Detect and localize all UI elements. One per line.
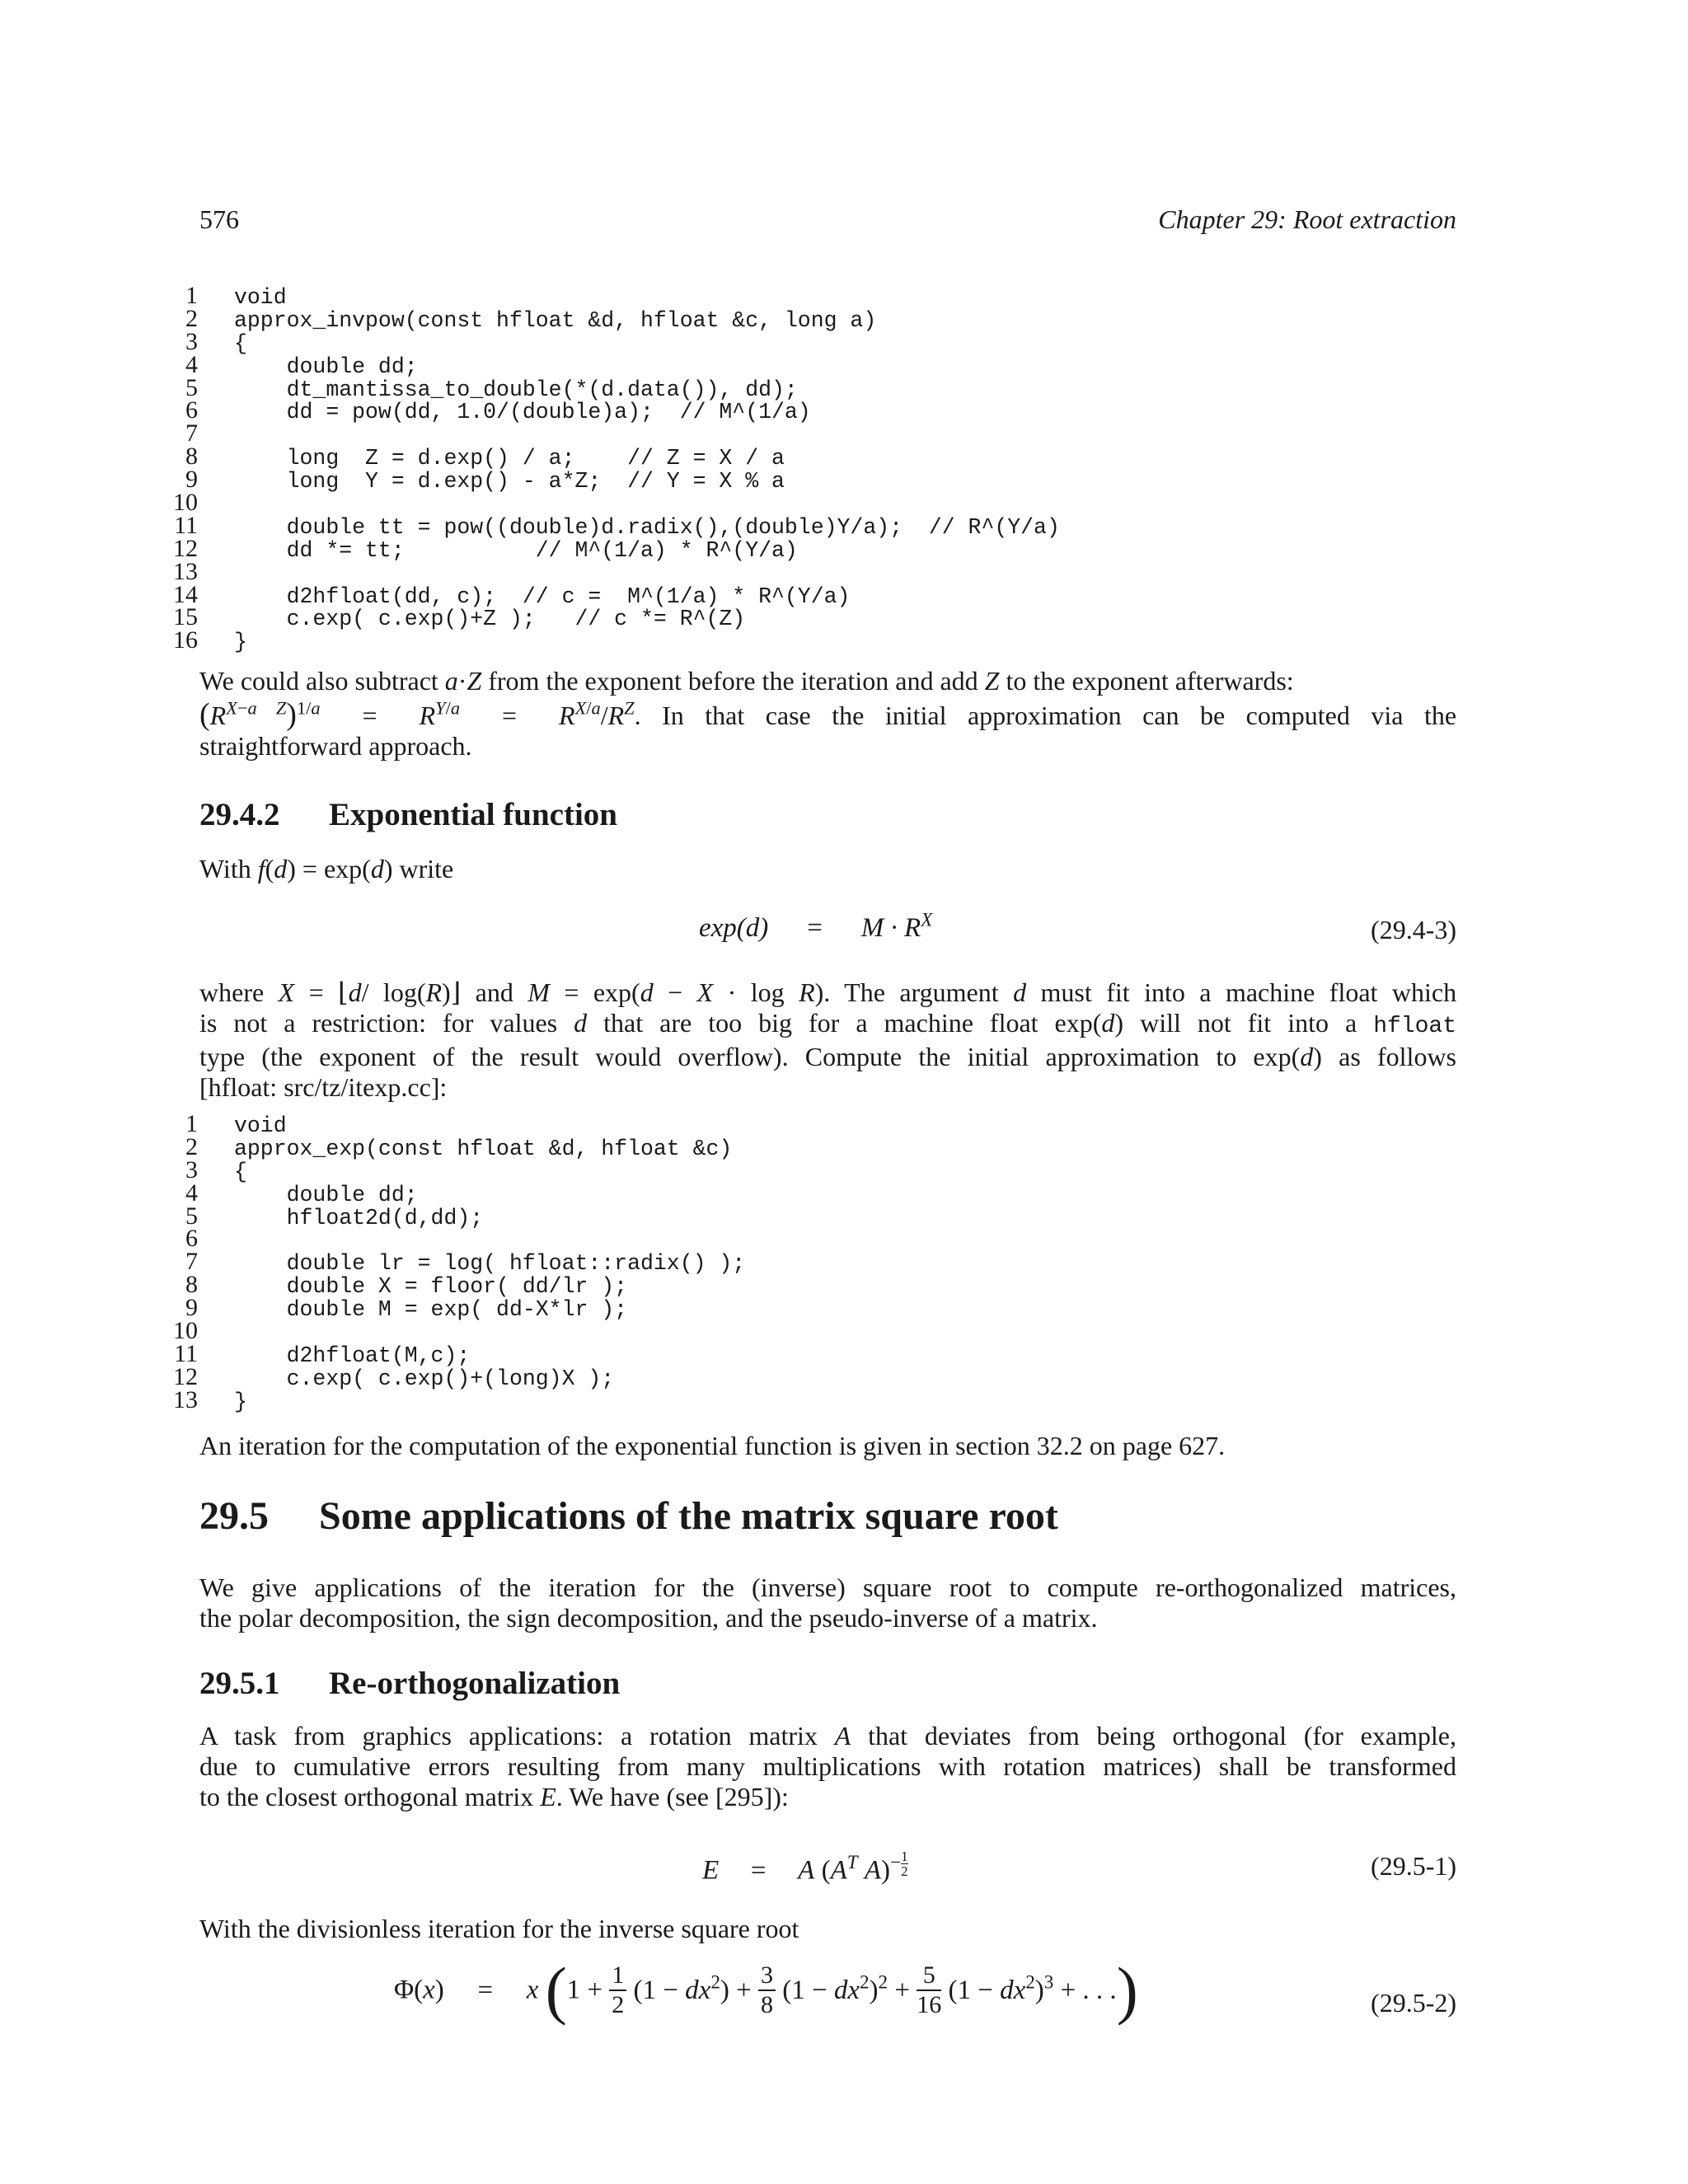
code-line — [163, 396, 1060, 425]
line-number: 4 — [185, 350, 198, 378]
code-text: double M = exp( dd-X*lr ); — [234, 1297, 628, 1323]
line-number: 5 — [185, 373, 198, 401]
code-text: double tt = pow((double)d.radix(),(double)Y/a); // R^(Y/a) — [234, 514, 1060, 540]
code-text: approx_exp(const hfloat &d, hfloat &c) — [234, 1136, 733, 1161]
line-number: 8 — [185, 443, 198, 471]
line-number: 1 — [185, 1110, 198, 1137]
code-line — [163, 1132, 745, 1161]
code-line — [163, 419, 1060, 448]
line-number: 10 — [173, 1317, 198, 1345]
code-line — [163, 1362, 745, 1391]
code-line — [163, 443, 1060, 471]
code-line — [163, 626, 1060, 655]
code-text: double lr = log( hfloat::radix() ); — [234, 1251, 746, 1277]
code-text: } — [234, 630, 247, 655]
equation-29-5-1: E = A ($A^T$ A)$^{- \frac{1}{2}}$ — [702, 1849, 908, 1886]
code-line — [163, 511, 1060, 540]
paragraph-with-f: With f(d) = exp(d) write — [199, 854, 454, 883]
code-line — [163, 1319, 745, 1343]
section-heading-29-5: 29.5 Some applications of the matrix square root — [199, 1494, 1058, 1538]
equation-number-29-5-2: (29.5-2) — [1371, 1988, 1456, 2018]
line-number: 13 — [173, 1385, 198, 1413]
code-text: long Z = d.exp() / a; // Z = X / a — [234, 446, 785, 471]
code-line — [163, 1385, 745, 1414]
code-text: d2hfloat(dd, c); // c = M^(1/a) * R^(Y/a) — [234, 583, 851, 609]
code-line — [163, 1248, 746, 1277]
code-line — [163, 1271, 745, 1300]
code-text: void — [234, 285, 287, 310]
code-text: { — [234, 330, 247, 356]
line-number: 7 — [185, 419, 198, 448]
paragraph-where-x: where X = ⌊d/ log(R)⌋ and M = exp(d − X · log R). The argument d must fit into a machine float which is not a restriction: for values d that are too big for a machine float exp(d) will not fit into a hfloat type (the exponent of the result would overflow). Compute the initial approximation to exp(d) as follows [hfloat: src/tz/itexp.cc]: — [199, 977, 1457, 1102]
line-number: 12 — [173, 534, 198, 562]
section-heading-29-4-2: 29.4.2 Exponential function — [199, 797, 617, 832]
equation-29-4-3: $\exp(d) = M \cdot R^X$ — [699, 908, 933, 943]
equation-29-5-2: Φ(x) = x (1 + $\frac{1}{2}$ $(1 - dx^2)$ + $\frac{3}{8}$ $(1 - dx^2)^2$ + $\frac{5}{16}$ $(1 - dx^2)^3$ + . . .) — [394, 1954, 1138, 2026]
equation-number-29-5-1: (29.5-1) — [1371, 1851, 1456, 1881]
line-number: 6 — [185, 1225, 198, 1253]
line-number: 8 — [185, 1271, 198, 1299]
code-text: approx_invpow(const hfloat &d, hfloat &c, long a) — [234, 307, 877, 333]
code-text: dd = pow(dd, 1.0/(double)a); // M^(1/a) — [234, 400, 811, 425]
code-text: long Y = d.exp() - a*Z; // Y = X % a — [234, 469, 785, 494]
code-line — [163, 534, 1060, 563]
paragraph-iteration-reference: An iteration for the computation of the exponential function is given in section 32.2 on page 627. — [199, 1431, 1226, 1460]
line-number: 12 — [173, 1362, 198, 1390]
code-line — [163, 557, 1060, 585]
code-line — [163, 1110, 745, 1138]
code-line — [163, 304, 1060, 333]
line-number: 14 — [173, 580, 198, 608]
line-number: 1 — [185, 282, 198, 309]
code-listing-approx-invpow — [163, 282, 1060, 655]
paragraph-subtract-exponent: We could also subtract a·Z from the exponent before the iteration and add Z to the exponent afterwards: $(R^{X-a Z})^{1/a} = R^{Y/a} = R^{X/a}/R^Z$. In that case the initial approximation can be computed via the straightforward approach. — [199, 666, 1457, 761]
code-text: } — [234, 1389, 247, 1414]
line-number: 11 — [174, 1339, 198, 1367]
code-line — [163, 350, 1060, 379]
code-text: { — [234, 1159, 247, 1184]
code-text: double dd; — [234, 354, 418, 379]
code-line — [163, 373, 1060, 402]
line-number: 3 — [185, 327, 198, 355]
code-line — [163, 580, 1060, 609]
code-text: d2hfloat(M,c); — [234, 1343, 471, 1368]
code-line — [163, 1225, 745, 1253]
line-number: 16 — [173, 626, 198, 654]
paragraph-reorthogonalization: A task from graphics applications: a rotation matrix A that deviates from being orthogonal (for example, due to cumulative errors resulting from many multiplications with rotation matrices) shall be transformed to the closest orthogonal matrix E. We have (see [295]): — [199, 1721, 1457, 1811]
line-number: 10 — [173, 489, 198, 517]
line-number: 7 — [185, 1248, 198, 1276]
code-text: void — [234, 1113, 287, 1138]
code-line — [163, 1202, 745, 1230]
code-line — [163, 466, 1060, 494]
code-text: dd *= tt; // M^(1/a) * R^(Y/a) — [234, 537, 798, 563]
line-number: 2 — [185, 304, 198, 332]
code-line — [163, 282, 1060, 310]
line-number: 15 — [173, 603, 198, 631]
line-number: 11 — [174, 511, 198, 539]
chapter-title: Chapter 29: Root extraction — [1158, 204, 1456, 234]
code-text: double dd; — [234, 1182, 418, 1207]
code-line — [163, 1155, 745, 1184]
code-text: c.exp( c.exp()+Z ); // c *= R^(Z) — [234, 607, 746, 632]
code-line — [163, 489, 1060, 517]
paragraph-applications: We give applications of the iteration for the (inverse) square root to compute re-orthogonalized matrices, the polar decomposition, the sign decomposition, and the pseudo-inverse of a matrix. — [199, 1572, 1456, 1633]
code-line — [163, 327, 1060, 356]
line-number: 9 — [185, 1294, 198, 1322]
code-line — [163, 1339, 745, 1368]
code-line — [163, 1294, 745, 1323]
page-number: 576 — [199, 204, 239, 234]
line-number: 6 — [185, 396, 198, 424]
code-listing-approx-exp — [163, 1110, 746, 1414]
paragraph-divisionless: With the divisionless iteration for the inverse square root — [199, 1914, 799, 1943]
equation-number-29-4-3: (29.4-3) — [1371, 915, 1456, 944]
line-number: 3 — [185, 1155, 198, 1183]
code-text: c.exp( c.exp()+(long)X ); — [234, 1366, 615, 1391]
section-heading-29-5-1: 29.5.1 Re-orthogonalization — [199, 1666, 621, 1701]
line-number: 9 — [185, 466, 198, 494]
line-number: 2 — [185, 1132, 198, 1160]
code-text: hfloat2d(d,dd); — [234, 1205, 484, 1230]
code-line — [163, 1179, 745, 1207]
line-number: 4 — [185, 1179, 198, 1207]
line-number: 13 — [173, 557, 198, 585]
code-text: dt_mantissa_to_double(*(d.data()), dd); — [234, 377, 798, 402]
line-number: 5 — [185, 1202, 198, 1230]
code-line — [163, 603, 1060, 632]
code-text: double X = floor( dd/lr ); — [234, 1274, 628, 1300]
